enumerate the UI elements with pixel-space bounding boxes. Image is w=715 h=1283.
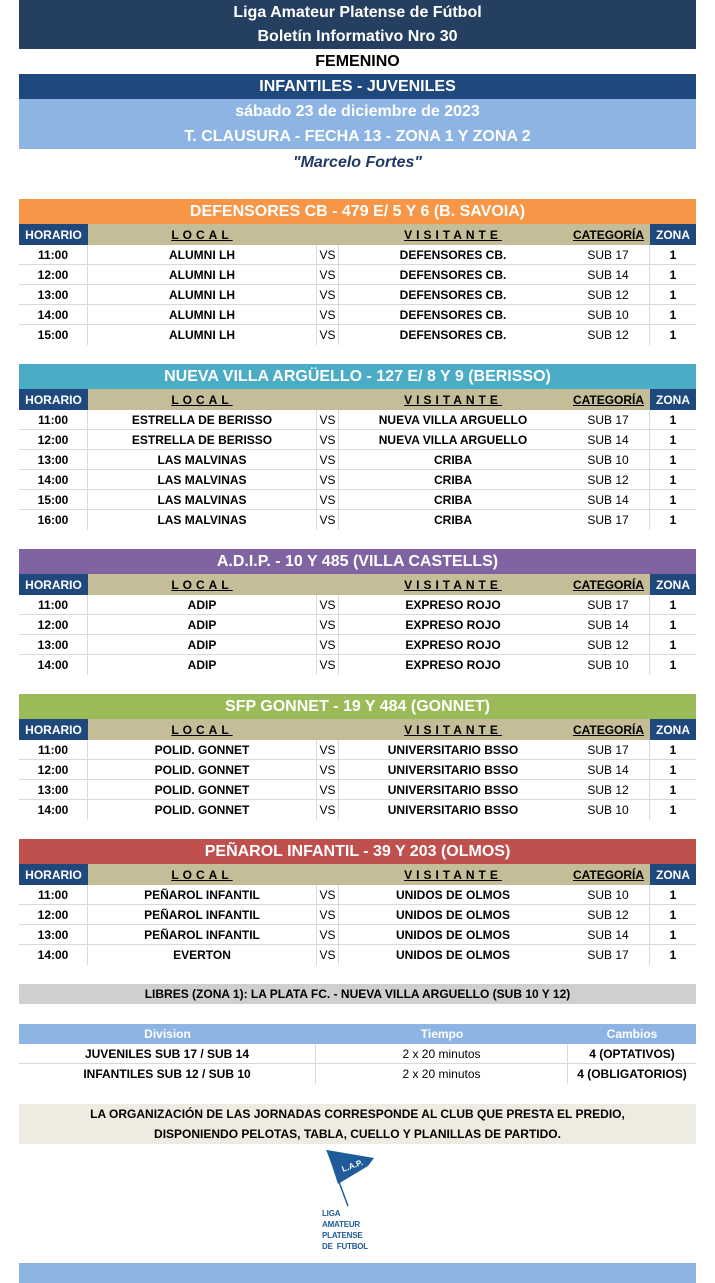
- match-category: SUB 10: [567, 305, 650, 324]
- column-header-visitante: [339, 719, 567, 740]
- match-category: SUB 14: [567, 265, 650, 284]
- match-local-team: POLID. GONNET: [154, 762, 250, 777]
- column-header-horario: [19, 389, 88, 410]
- match-time: 14:00: [19, 945, 88, 965]
- match-visitor-team: EXPRESO ROJO: [405, 637, 501, 652]
- match-zone: 1: [669, 432, 677, 447]
- match-local-team: PEÑAROL INFANTIL: [144, 907, 260, 922]
- tournament-label: T. CLAUSURA - FECHA 13 - ZONA 1 Y ZONA 2: [19, 124, 696, 149]
- match-zone: 1: [669, 762, 677, 777]
- match-zone: 1: [669, 328, 677, 342]
- match-date: sábado 23 de diciembre de 2023: [19, 99, 696, 124]
- venue-section: [19, 839, 696, 965]
- match-row: [19, 595, 696, 615]
- match-time: 16:00: [19, 510, 88, 530]
- match-vs: VS: [316, 510, 339, 530]
- rules-row: [19, 1064, 696, 1084]
- column-header-horario: [19, 719, 88, 740]
- match-local-team: LAS MALVINAS: [157, 472, 247, 487]
- column-header-categoria: [567, 389, 650, 410]
- rules-division: JUVENILES SUB 17 / SUB 14: [19, 1044, 316, 1063]
- match-zone: 1: [669, 907, 677, 922]
- column-header-visitante: [339, 574, 567, 595]
- organization-note: [19, 1104, 696, 1144]
- match-vs: VS: [316, 760, 339, 779]
- match-category: SUB 14: [567, 925, 650, 944]
- match-zone: 1: [669, 658, 677, 672]
- column-header-horario-label: HORARIO: [25, 577, 82, 592]
- logo-text: [322, 1208, 368, 1252]
- column-header-vs: [316, 864, 339, 885]
- rules-table: [19, 1024, 696, 1084]
- match-category: SUB 12: [567, 780, 650, 799]
- column-header-categoria: [567, 719, 650, 740]
- match-visitor-team: UNIVERSITARIO BSSO: [387, 782, 519, 797]
- match-row: [19, 490, 696, 510]
- column-header-visitante-label: VISITANTE: [404, 392, 502, 407]
- column-header-zona: [650, 574, 696, 595]
- league-title: Liga Amateur Platense de Fútbol: [19, 0, 696, 25]
- match-visitor-team: DEFENSORES CB.: [399, 328, 507, 342]
- match-row: [19, 510, 696, 530]
- match-category: SUB 14: [567, 430, 650, 449]
- venue-title: SFP GONNET - 19 Y 484 (GONNET): [19, 694, 696, 719]
- match-row: [19, 470, 696, 490]
- match-row: [19, 265, 696, 285]
- match-vs: VS: [316, 430, 339, 449]
- match-visitor-team: UNIDOS DE OLMOS: [395, 927, 510, 942]
- match-local-team: ALUMNI LH: [169, 267, 235, 282]
- match-row: [19, 450, 696, 470]
- match-time: 15:00: [19, 325, 88, 345]
- match-visitor-team: UNIVERSITARIO BSSO: [387, 762, 519, 777]
- match-row: [19, 925, 696, 945]
- pennant-flag-icon: [318, 1148, 388, 1208]
- match-local-team: POLID. GONNET: [154, 742, 250, 757]
- match-category: SUB 12: [567, 470, 650, 489]
- match-visitor-team: DEFENSORES CB.: [399, 247, 507, 262]
- match-category: SUB 12: [567, 285, 650, 304]
- column-header-row: [19, 389, 696, 410]
- match-row: [19, 655, 696, 675]
- match-category: SUB 12: [567, 635, 650, 654]
- match-local-team: ADIP: [187, 637, 217, 652]
- match-visitor-team: EXPRESO ROJO: [405, 597, 501, 612]
- match-time: 13:00: [19, 285, 88, 304]
- column-header-visitante: [339, 224, 567, 245]
- column-header-categoria-label: CATEGORÍA: [572, 392, 645, 407]
- match-zone: 1: [669, 287, 677, 302]
- match-category: SUB 10: [567, 885, 650, 904]
- branch-label: FEMENINO: [315, 53, 400, 70]
- match-local-team: POLID. GONNET: [154, 803, 250, 817]
- match-time: 12:00: [19, 905, 88, 924]
- column-header-categoria-label: CATEGORÍA: [572, 577, 645, 592]
- match-vs: VS: [316, 905, 339, 924]
- match-local-team: ALUMNI LH: [169, 328, 235, 342]
- match-row: [19, 945, 696, 965]
- column-header-row: [19, 574, 696, 595]
- rules-row: [19, 1044, 696, 1064]
- column-header-vs: [316, 389, 339, 410]
- match-category: SUB 10: [567, 655, 650, 675]
- column-header-visitante-label: VISITANTE: [404, 577, 502, 592]
- match-vs: VS: [316, 780, 339, 799]
- match-vs: VS: [316, 305, 339, 324]
- venue-section: [19, 199, 696, 345]
- match-vs: VS: [316, 740, 339, 759]
- column-header-visitante-label: VISITANTE: [404, 722, 502, 737]
- match-row: [19, 760, 696, 780]
- match-zone: 1: [669, 492, 677, 507]
- match-row: [19, 885, 696, 905]
- match-time: 11:00: [19, 595, 88, 614]
- match-zone: 1: [669, 472, 677, 487]
- venue-title: PEÑAROL INFANTIL - 39 Y 203 (OLMOS): [19, 839, 696, 864]
- match-row: [19, 615, 696, 635]
- column-header-local-label: LOCAL: [171, 392, 233, 407]
- match-local-team: ESTRELLA DE BERISSO: [131, 432, 273, 447]
- match-zone: 1: [669, 637, 677, 652]
- match-visitor-team: UNIDOS DE OLMOS: [395, 907, 510, 922]
- column-header-row: [19, 224, 696, 245]
- match-row: [19, 740, 696, 760]
- match-visitor-team: NUEVA VILLA ARGUELLO: [378, 412, 528, 427]
- match-visitor-team: UNIVERSITARIO BSSO: [387, 742, 519, 757]
- venue-title: NUEVA VILLA ARGÜELLO - 127 E/ 8 Y 9 (BERISSO): [19, 364, 696, 389]
- organization-note-line2: DISPONIENDO PELOTAS, TABLA, CUELLO Y PLANILLAS DE PARTIDO.: [154, 1127, 561, 1141]
- match-time: 13:00: [19, 925, 88, 944]
- match-time: 13:00: [19, 780, 88, 799]
- match-category: SUB 17: [567, 740, 650, 759]
- column-header-zona-label: ZONA: [656, 867, 690, 882]
- venue-section: [19, 364, 696, 530]
- match-local-team: LAS MALVINAS: [157, 513, 247, 527]
- column-header-local: [88, 864, 316, 885]
- column-header-local: [88, 389, 316, 410]
- match-time: 12:00: [19, 615, 88, 634]
- divisions-label: INFANTILES - JUVENILES: [19, 74, 696, 99]
- column-header-horario-label: HORARIO: [25, 392, 82, 407]
- match-local-team: POLID. GONNET: [154, 782, 250, 797]
- match-time: 14:00: [19, 800, 88, 820]
- organization-note-line1: LA ORGANIZACIÓN DE LAS JORNADAS CORRESPONDE AL CLUB QUE PRESTA EL PREDIO,: [90, 1107, 625, 1121]
- match-time: 14:00: [19, 305, 88, 324]
- match-category: SUB 12: [567, 905, 650, 924]
- match-visitor-team: UNIDOS DE OLMOS: [395, 948, 510, 962]
- venue-title: A.D.I.P. - 10 Y 485 (VILLA CASTELLS): [19, 549, 696, 574]
- match-visitor-team: DEFENSORES CB.: [399, 307, 507, 322]
- footer-band: [19, 1263, 696, 1283]
- column-header-categoria-label: CATEGORÍA: [572, 227, 645, 242]
- column-header-local: [88, 224, 316, 245]
- column-header-horario: [19, 574, 88, 595]
- match-category: SUB 14: [567, 615, 650, 634]
- match-zone: 1: [669, 247, 677, 262]
- match-category: SUB 17: [567, 945, 650, 965]
- logo-line1: LIGA: [322, 1209, 341, 1218]
- match-zone: 1: [669, 617, 677, 632]
- match-row: [19, 905, 696, 925]
- rules-header-row: [19, 1024, 696, 1044]
- column-header-local-label: LOCAL: [171, 867, 233, 882]
- match-visitor-team: CRIBA: [434, 452, 472, 467]
- column-header-zona-label: ZONA: [656, 227, 690, 242]
- match-zone: 1: [669, 267, 677, 282]
- match-visitor-team: EXPRESO ROJO: [405, 617, 501, 632]
- column-header-visitante-label: VISITANTE: [404, 227, 502, 242]
- rules-header-cambios: Cambios: [606, 1027, 658, 1041]
- dedication: "Marcelo Fortes": [293, 153, 422, 171]
- match-zone: 1: [669, 887, 677, 902]
- match-row: [19, 635, 696, 655]
- match-local-team: PEÑAROL INFANTIL: [144, 927, 260, 942]
- match-local-team: PEÑAROL INFANTIL: [144, 887, 260, 902]
- match-vs: VS: [316, 410, 339, 429]
- match-category: SUB 17: [567, 510, 650, 530]
- match-vs: VS: [316, 450, 339, 469]
- match-vs: VS: [316, 490, 339, 509]
- match-category: SUB 14: [567, 490, 650, 509]
- column-header-zona-label: ZONA: [656, 577, 690, 592]
- match-visitor-team: UNIDOS DE OLMOS: [395, 887, 510, 902]
- match-row: [19, 245, 696, 265]
- match-time: 11:00: [19, 885, 88, 904]
- match-vs: VS: [316, 265, 339, 284]
- match-visitor-team: DEFENSORES CB.: [399, 267, 507, 282]
- column-header-vs: [316, 574, 339, 595]
- match-local-team: ADIP: [187, 658, 217, 672]
- match-visitor-team: CRIBA: [434, 472, 472, 487]
- column-header-categoria-label: CATEGORÍA: [572, 867, 645, 882]
- match-time: 12:00: [19, 265, 88, 284]
- column-header-categoria: [567, 224, 650, 245]
- logo-line2: AMATEUR: [322, 1220, 361, 1229]
- match-zone: 1: [669, 452, 677, 467]
- libres-note: LIBRES (ZONA 1): LA PLATA FC. - NUEVA VILLA ARGUELLO (SUB 10 Y 12): [19, 984, 696, 1004]
- column-header-zona-label: ZONA: [656, 392, 690, 407]
- match-row: [19, 430, 696, 450]
- match-row: [19, 305, 696, 325]
- column-header-zona: [650, 389, 696, 410]
- match-zone: 1: [669, 513, 677, 527]
- column-header-categoria: [567, 864, 650, 885]
- match-category: SUB 10: [567, 450, 650, 469]
- match-local-team: ALUMNI LH: [169, 287, 235, 302]
- column-header-vs: [316, 719, 339, 740]
- column-header-local-label: LOCAL: [171, 722, 233, 737]
- match-local-team: ADIP: [187, 617, 217, 632]
- column-header-visitante: [339, 864, 567, 885]
- match-visitor-team: UNIVERSITARIO BSSO: [387, 803, 519, 817]
- match-time: 13:00: [19, 635, 88, 654]
- match-category: SUB 17: [567, 245, 650, 264]
- match-visitor-team: CRIBA: [434, 513, 472, 527]
- match-time: 15:00: [19, 490, 88, 509]
- match-local-team: ALUMNI LH: [169, 247, 235, 262]
- venue-section: [19, 549, 696, 675]
- column-header-zona: [650, 224, 696, 245]
- match-zone: 1: [669, 412, 677, 427]
- rules-tiempo: 2 x 20 minutos: [316, 1044, 568, 1063]
- match-visitor-team: CRIBA: [434, 492, 472, 507]
- column-header-visitante-label: VISITANTE: [404, 867, 502, 882]
- match-local-team: ESTRELLA DE BERISSO: [131, 412, 273, 427]
- match-row: [19, 410, 696, 430]
- match-local-team: LAS MALVINAS: [157, 492, 247, 507]
- match-vs: VS: [316, 655, 339, 675]
- match-time: 11:00: [19, 740, 88, 759]
- match-zone: 1: [669, 948, 677, 962]
- column-header-local: [88, 574, 316, 595]
- match-zone: 1: [669, 597, 677, 612]
- match-local-team: ADIP: [187, 597, 217, 612]
- match-vs: VS: [316, 470, 339, 489]
- match-vs: VS: [316, 615, 339, 634]
- match-local-team: EVERTON: [173, 948, 231, 962]
- match-vs: VS: [316, 595, 339, 614]
- match-zone: 1: [669, 782, 677, 797]
- match-visitor-team: EXPRESO ROJO: [405, 658, 501, 672]
- match-zone: 1: [669, 927, 677, 942]
- column-header-zona-label: ZONA: [656, 722, 690, 737]
- column-header-categoria: [567, 574, 650, 595]
- column-header-categoria-label: CATEGORÍA: [572, 722, 645, 737]
- match-time: 12:00: [19, 430, 88, 449]
- match-category: SUB 12: [567, 325, 650, 345]
- league-logo: [318, 1148, 388, 1260]
- match-row: [19, 780, 696, 800]
- column-header-local: [88, 719, 316, 740]
- match-local-team: ALUMNI LH: [169, 307, 235, 322]
- match-vs: VS: [316, 245, 339, 264]
- match-vs: VS: [316, 635, 339, 654]
- match-category: SUB 14: [567, 760, 650, 779]
- rules-tiempo: 2 x 20 minutos: [316, 1064, 568, 1084]
- match-category: SUB 17: [567, 595, 650, 614]
- match-vs: VS: [316, 325, 339, 345]
- match-zone: 1: [669, 803, 677, 817]
- column-header-local-label: LOCAL: [171, 227, 233, 242]
- column-header-horario-label: HORARIO: [25, 722, 82, 737]
- column-header-local-label: LOCAL: [171, 577, 233, 592]
- rules-cambios: 4 (OPTATIVOS): [589, 1046, 675, 1061]
- match-category: SUB 10: [567, 800, 650, 820]
- column-header-horario: [19, 864, 88, 885]
- column-header-horario: [19, 224, 88, 245]
- match-time: 11:00: [19, 245, 88, 264]
- column-header-horario-label: HORARIO: [25, 867, 82, 882]
- logo-line3: PLATENSE: [322, 1231, 363, 1240]
- match-vs: VS: [316, 945, 339, 965]
- match-time: 14:00: [19, 655, 88, 675]
- match-row: [19, 325, 696, 345]
- match-vs: VS: [316, 800, 339, 820]
- column-header-horario-label: HORARIO: [25, 227, 82, 242]
- rules-header-division: Division: [144, 1027, 191, 1041]
- match-time: 13:00: [19, 450, 88, 469]
- match-category: SUB 17: [567, 410, 650, 429]
- match-zone: 1: [669, 307, 677, 322]
- match-vs: VS: [316, 925, 339, 944]
- venue-title: DEFENSORES CB - 479 E/ 5 Y 6 (B. SAVOIA): [19, 199, 696, 224]
- match-time: 11:00: [19, 410, 88, 429]
- rules-header-tiempo: Tiempo: [420, 1027, 464, 1041]
- match-time: 12:00: [19, 760, 88, 779]
- match-time: 14:00: [19, 470, 88, 489]
- match-row: [19, 800, 696, 820]
- venue-section: [19, 694, 696, 820]
- column-header-row: [19, 719, 696, 740]
- match-visitor-team: DEFENSORES CB.: [399, 287, 507, 302]
- match-visitor-team: NUEVA VILLA ARGUELLO: [378, 432, 528, 447]
- bulletin-title: Boletín Informativo Nro 30: [19, 25, 696, 49]
- rules-cambios: 4 (OBLIGATORIOS): [577, 1067, 687, 1081]
- match-vs: VS: [316, 285, 339, 304]
- column-header-zona: [650, 719, 696, 740]
- match-zone: 1: [669, 742, 677, 757]
- column-header-vs: [316, 224, 339, 245]
- column-header-visitante: [339, 389, 567, 410]
- logo-flag-text: L.A.P.: [340, 1157, 365, 1174]
- rules-division: INFANTILES SUB 12 / SUB 10: [19, 1064, 316, 1084]
- logo-line4: DE FUTBOL: [322, 1242, 368, 1251]
- column-header-zona: [650, 864, 696, 885]
- match-row: [19, 285, 696, 305]
- match-local-team: LAS MALVINAS: [157, 452, 247, 467]
- column-header-row: [19, 864, 696, 885]
- match-vs: VS: [316, 885, 339, 904]
